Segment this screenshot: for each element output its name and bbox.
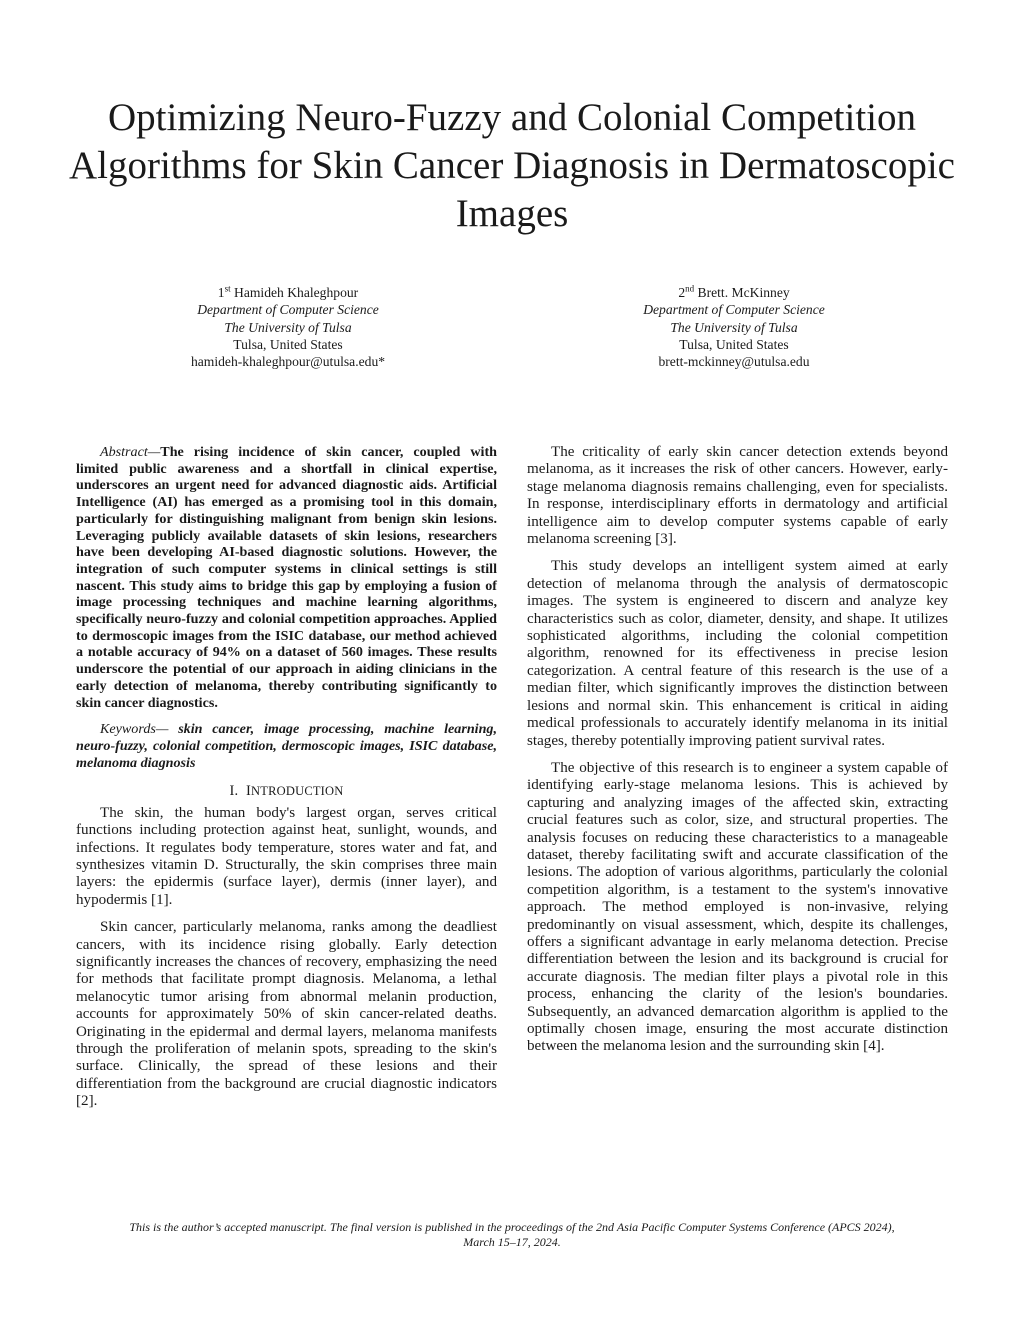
paper-title: Optimizing Neuro-Fuzzy and Colonial Competition Algorithms for Skin Cancer Diagnosis in Dermatoscopic Images xyxy=(68,96,955,235)
section-title-rest: NTRODUCTION xyxy=(251,784,344,799)
manuscript-footer-note xyxy=(60,1220,964,1250)
body-paragraph: The objective of this research is to engineer a system capable of identifying early-stage melanoma lesions. This is achieved by capturing and analyzing images of the affected skin, extracting crucial features such as color, size, and structural properties. The analysis focuses on reducing these characteristics to a manageable dataset, thereby facilitating swift and accurate classification of the lesions. The adoption of various algorithms, particularly the colonial competition algorithm, is a testament to the system's innovative approach. The method employed is non-invasive, relying predominantly on visual assessment, which, despite its challenges, offers a significant advantage in early melanoma detection. Precise differentiation between the lesion and its background is crucial for accurate diagnosis. The median filter plays a pivotal role in this process, enhancing the clarity of the lesion's boundaries. Subsequently, an advanced demarcation algorithm is applied to the optimally chosen image, ensuring the most accurate distinction between the melanoma lesion and the surrounding skin [4]. xyxy=(527,759,948,1055)
author-name-line xyxy=(123,284,453,301)
body-paragraph: The skin, the human body's largest organ, serves critical functions including protection against heat, sunlight, wounds, and infections. It regulates body temperature, stores water and fat, and synthesizes vitamin D. Structurally, the skin comprises three main layers: the epidermis (surface layer), dermis (inner layer), and hypodermis [1]. xyxy=(76,804,497,908)
footer-line: March 15–17, 2024. xyxy=(463,1235,561,1249)
body-paragraph: This study develops an intelligent system aimed at early detection of melanoma through the analysis of dermatoscopic images. The system is engineered to discern and analyze key characteristics such as color, diameter, density, and shape. It utilizes sophisticated algorithms, including the colonial competition algorithm, renowned for its effectiveness in precise lesion categorization. A central feature of this research is the use of a median filter, which significantly improves the distinction between lesions and normal skin. This enhancement is critical in aiding medical professionals to accurately identify melanoma in its initial stages, thereby potentially improving patient survival rates. xyxy=(527,558,948,749)
body-paragraph: Skin cancer, particularly melanoma, ranks among the deadliest cancers, with its incidence rising globally. Early detection significantly increases the chances of recovery, emphasizing the need for methods that facilitate prompt diagnosis. Melanoma, a lethal melanocytic tumor arising from abnormal melanin production, accounts for approximately 50% of skin cancer-related deaths. Originating in the epidermal and dermal layers, melanoma manifests through the proliferation of melanin spots, spreading to the skin's surface. Clinically, the spread of these lesions and their differentiation from the background are crucial diagnostic indicators [2]. xyxy=(76,919,497,1110)
body-paragraph: The criticality of early skin cancer detection extends beyond melanoma, as it increases the risk of other cancers. However, early-stage melanoma diagnosis remains challenging, even for specialists. In response, interdisciplinary efforts in dermatology and artificial intelligence aim to develop computer systems capable of early melanoma screening [3]. xyxy=(527,444,948,548)
author-name: Brett. McKinney xyxy=(697,285,790,300)
author-location: Tulsa, United States xyxy=(233,336,343,352)
abstract xyxy=(76,444,497,711)
section-number: I. xyxy=(229,783,239,800)
right-column xyxy=(527,444,948,1066)
author-name-line xyxy=(569,284,899,301)
author-department: Department of Computer Science xyxy=(197,302,379,318)
author-ordinal: 1 xyxy=(217,285,225,300)
author-department: Department of Computer Science xyxy=(643,302,825,318)
author-email: hamideh-khaleghpour@utulsa.edu* xyxy=(190,354,386,370)
left-column xyxy=(76,444,497,1121)
author-email: brett-mckinney@utulsa.edu xyxy=(658,354,810,370)
author-ordinal: 2 xyxy=(678,285,686,300)
author-location: Tulsa, United States xyxy=(679,336,789,352)
keywords-text: skin cancer, image processing, machine learning, neuro-fuzzy, colonial competition, dermoscopic images, ISIC database, melanoma diagnosis xyxy=(76,721,497,771)
author-university: The University of Tulsa xyxy=(670,319,798,335)
author-block-1 xyxy=(123,284,453,370)
section-title-initial: I xyxy=(246,783,252,800)
author-name: Hamideh Khaleghpour xyxy=(234,285,359,300)
abstract-text: The rising incidence of skin cancer, coupled with limited public awareness and a shortfall in clinical expertise, underscores an urgent need for advanced diagnostic aids. Artificial Intelligence (AI) has emerged as a promising tool in this domain, particularly for distinguishing malignant from benign skin lesions. Leveraging publicly available datasets of skin lesions, researchers have been developing AI-based diagnostic solutions. However, the integration of such computer systems in clinical settings is still nascent. This study aims to bridge this gap by employing a fusion of image processing techniques and machine learning algorithms, specifically neuro-fuzzy and colonial competition approaches. Applied to dermoscopic images from the ISIC database, our method achieved a notable accuracy of 94% on a dataset of 560 images. These results underscore the potential of our approach in aiding clinicians in the early detection of melanoma, thereby contributing significantly to skin cancer diagnostics. xyxy=(76,444,497,711)
author-ordinal-suffix: st xyxy=(224,283,231,294)
footer-line: This is the author’s accepted manuscript. The final version is published in the proceedings of the 2nd Asia Pacific Computer Systems Conference (APCS 2024), xyxy=(129,1220,895,1234)
keywords xyxy=(76,721,497,771)
author-ordinal-suffix: nd xyxy=(685,283,695,294)
author-block-2 xyxy=(569,284,899,370)
section-heading-introduction xyxy=(76,783,497,800)
author-university: The University of Tulsa xyxy=(224,319,352,335)
abstract-label: Abstract— xyxy=(100,444,161,460)
keywords-label: Keywords— xyxy=(100,721,169,738)
